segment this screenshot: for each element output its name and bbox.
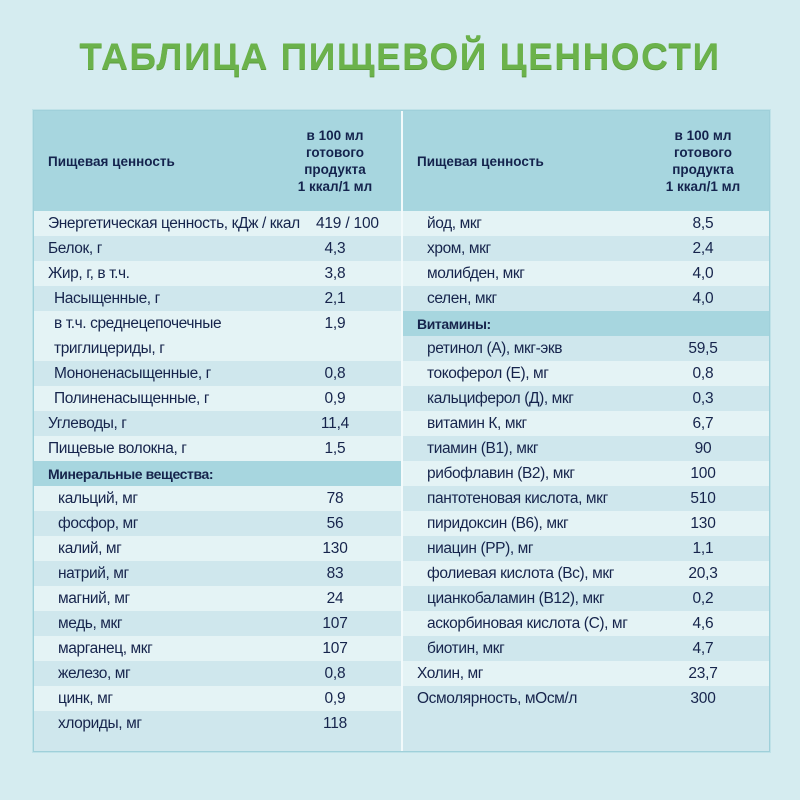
nutrient-value: 0,9 (324, 389, 346, 407)
table-row (34, 636, 401, 661)
nutrient-name: хлориды, мг (58, 714, 142, 732)
nutrient-name: тиамин (В1), мкг (427, 439, 539, 457)
nutrient-name: магний, мг (58, 589, 130, 607)
nutrient-name: биотин, мкг (427, 639, 505, 657)
nutrient-name: хром, мкг (427, 239, 491, 257)
nutrient-name: триглицериды, г (54, 339, 165, 357)
table-row (34, 286, 401, 311)
table-row (34, 611, 401, 636)
table-row (34, 511, 401, 536)
nutrient-value: 59,5 (688, 339, 718, 357)
nutrient-value: 6,7 (692, 414, 714, 432)
nutrient-value: 83 (326, 564, 344, 582)
nutrient-value: 23,7 (688, 664, 718, 682)
table-row (403, 636, 769, 661)
table-row (34, 486, 401, 511)
nutrient-name: ниацин (РР), мг (427, 539, 534, 557)
header-value-line: 1 ккал/1 мл (665, 179, 741, 194)
nutrient-value: 4,7 (692, 639, 714, 657)
table-rows-left (34, 211, 401, 736)
nutrition-table (33, 110, 770, 752)
nutrient-value: 24 (326, 589, 344, 607)
table-row (34, 711, 401, 736)
table-row (403, 611, 769, 636)
table-row (34, 261, 401, 286)
header-value-line: продукта (304, 162, 366, 177)
nutrient-name: фосфор, мг (58, 514, 139, 532)
table-row (34, 536, 401, 561)
nutrient-name: Энергетическая ценность, кДж / ккал (48, 214, 300, 232)
nutrient-value: 3,8 (324, 264, 346, 282)
nutrient-value: 0,9 (324, 689, 346, 707)
header-name-label: Пищевая ценность (417, 153, 544, 169)
nutrient-name: селен, мкг (427, 289, 497, 307)
table-row (34, 561, 401, 586)
nutrient-name: витамин К, мкг (427, 414, 527, 432)
header-value-line: в 100 мл (674, 128, 732, 143)
nutrient-name: йод, мкг (427, 214, 482, 232)
table-column-right (403, 111, 769, 751)
nutrient-value: 0,8 (324, 364, 346, 382)
table-row (403, 386, 769, 411)
nutrient-name: рибофлавин (В2), мкг (427, 464, 575, 482)
table-row (403, 211, 769, 236)
header-value-line: в 100 мл (306, 128, 364, 143)
nutrient-name: Мононенасыщенные, г (54, 364, 211, 382)
table-row (403, 561, 769, 586)
nutrient-value: 0,8 (324, 664, 346, 682)
nutrient-value: 90 (694, 439, 712, 457)
nutrient-name: Жир, г, в т.ч. (48, 264, 130, 282)
header-value-label (275, 127, 401, 195)
nutrient-name: Углеводы, г (48, 414, 127, 432)
header-name-label: Пищевая ценность (48, 153, 175, 169)
nutrient-value: 20,3 (688, 564, 718, 582)
nutrient-name: Пищевые волокна, г (48, 439, 187, 457)
nutrient-name: цинк, мг (58, 689, 113, 707)
nutrient-value: 4,0 (692, 289, 714, 307)
table-header-left (34, 111, 401, 211)
nutrient-name: фолиевая кислота (Вс), мкг (427, 564, 614, 582)
page-title: ТАБЛИЦА ПИЩЕВОЙ ЦЕННОСТИ (79, 36, 721, 77)
nutrient-name: Минеральные вещества: (48, 465, 214, 482)
nutrient-name: в т.ч. среднецепочечные (54, 314, 222, 332)
table-row (34, 436, 401, 461)
nutrient-value: 0,8 (692, 364, 714, 382)
table-row (403, 586, 769, 611)
nutrient-name: марганец, мкг (58, 639, 153, 657)
nutrient-name: Полиненасыщенные, г (54, 389, 210, 407)
nutrient-value: 118 (322, 714, 348, 732)
table-row (34, 211, 401, 236)
table-row (34, 586, 401, 611)
table-header-right (403, 111, 769, 211)
table-rows-right (403, 211, 769, 711)
nutrient-value: 1,9 (324, 314, 346, 332)
nutrient-name: Белок, г (48, 239, 102, 257)
table-row (403, 661, 769, 686)
nutrient-value: 1,5 (324, 439, 346, 457)
nutrient-name: натрий, мг (58, 564, 129, 582)
nutrient-value: 11,4 (320, 414, 350, 432)
nutrient-name: кальций, мг (58, 489, 138, 507)
nutrient-name: аскорбиновая кислота (С), мг (427, 614, 628, 632)
nutrient-name: кальциферол (Д), мкг (427, 389, 574, 407)
nutrient-value: 4,3 (324, 239, 346, 257)
nutrient-name: медь, мкг (58, 614, 123, 632)
section-header (34, 461, 401, 486)
table-row (34, 411, 401, 436)
nutrient-value: 107 (322, 614, 348, 632)
nutrient-name: ретинол (А), мкг-экв (427, 339, 563, 357)
table-row (403, 461, 769, 486)
header-value-line: продукта (672, 162, 734, 177)
table-row (403, 411, 769, 436)
table-filler (403, 711, 769, 751)
nutrient-name: железо, мг (58, 664, 131, 682)
nutrient-value: 1,1 (692, 539, 714, 557)
nutrient-name: токоферол (Е), мг (427, 364, 549, 382)
nutrient-name: цианкобаламин (В12), мкг (427, 589, 605, 607)
nutrient-name: пиридоксин (В6), мкг (427, 514, 569, 532)
nutrient-value: 4,6 (692, 614, 714, 632)
nutrient-value: 100 (690, 464, 716, 482)
nutrient-value: 2,1 (324, 289, 346, 307)
nutrient-value: 0,3 (692, 389, 714, 407)
table-row (403, 486, 769, 511)
nutrient-value: 2,4 (692, 239, 714, 257)
nutrient-name: Холин, мг (417, 664, 484, 682)
header-value-label (643, 127, 769, 195)
table-row (34, 311, 401, 336)
table-filler (34, 736, 401, 751)
nutrient-value: 78 (326, 489, 344, 507)
table-row (403, 286, 769, 311)
nutrient-name: молибден, мкг (427, 264, 525, 282)
nutrient-value: 56 (326, 514, 344, 532)
nutrient-value: 510 (690, 489, 716, 507)
nutrient-value: 107 (322, 639, 348, 657)
table-row (403, 236, 769, 261)
table-row (403, 536, 769, 561)
nutrient-name: Насыщенные, г (54, 289, 160, 307)
nutrient-value: 0,2 (692, 589, 714, 607)
nutrient-value: 4,0 (692, 264, 714, 282)
table-row (403, 336, 769, 361)
nutrient-name: Витамины: (417, 315, 491, 332)
table-row (34, 336, 401, 361)
nutrient-value: 130 (690, 514, 716, 532)
nutrient-value: 8,5 (692, 214, 714, 232)
nutrient-name: калий, мг (58, 539, 122, 557)
table-row (403, 436, 769, 461)
nutrient-value: 419 / 100 (315, 214, 379, 232)
nutrient-value: 300 (690, 689, 716, 707)
nutrient-name: Осмолярность, мОсм/л (417, 689, 577, 707)
table-row (34, 361, 401, 386)
nutrient-value: 130 (322, 539, 348, 557)
section-header (403, 311, 769, 336)
table-row (34, 386, 401, 411)
table-row (403, 686, 769, 711)
table-row (403, 261, 769, 286)
header-value-line: готового (305, 145, 365, 160)
header-value-line: 1 ккал/1 мл (297, 179, 373, 194)
table-row (403, 361, 769, 386)
header-value-line: готового (673, 145, 733, 160)
table-row (34, 236, 401, 261)
table-row (34, 686, 401, 711)
table-row (403, 511, 769, 536)
nutrient-name: пантотеновая кислота, мкг (427, 489, 608, 507)
table-row (34, 661, 401, 686)
table-column-left (34, 111, 403, 751)
